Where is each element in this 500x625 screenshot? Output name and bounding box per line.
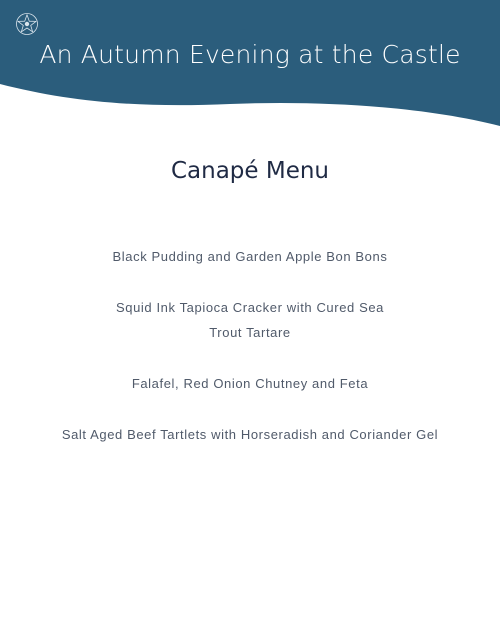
menu-list: [40, 244, 460, 473]
menu-item: Black Pudding and Garden Apple Bon Bons: [112, 249, 388, 264]
menu-item: Squid Ink Tapioca Cracker with Cured Sea Trout Tartare: [116, 300, 384, 340]
castle-star-logo-icon: [15, 12, 39, 36]
event-title: An Autumn Evening at the Castle: [39, 40, 461, 69]
menu-title: Canapé Menu: [170, 158, 330, 184]
menu-item: Salt Aged Beef Tartlets with Horseradish and Coriander Gel: [61, 427, 439, 442]
menu-item: Falafel, Red Onion Chutney and Feta: [131, 376, 369, 391]
